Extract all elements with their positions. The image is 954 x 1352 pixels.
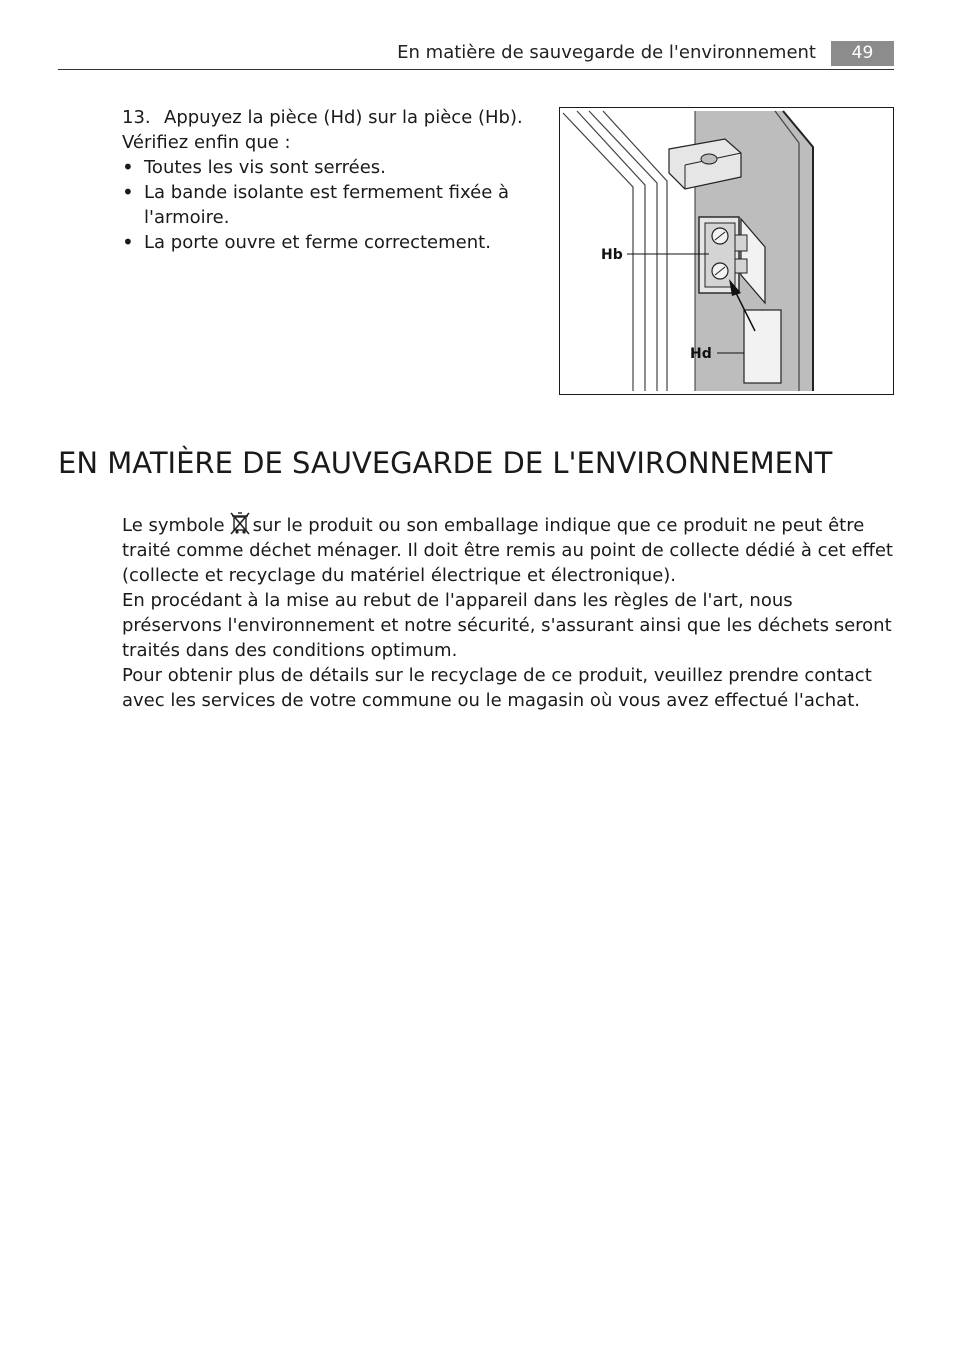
paragraph: En procédant à la mise au rebut de l'appareil dans les règles de l'art, nous préservons l'environnement et notre sécurité, s'assurant ainsi que les déchets seront traités dans des conditions optimum.: [122, 590, 892, 661]
check-intro: Vérifiez enfin que :: [122, 132, 291, 153]
step-number: 13.: [122, 107, 151, 128]
label-hd: Hd: [690, 346, 712, 362]
hinge-illustration: [559, 107, 894, 395]
paragraph-text: sur le produit ou son emballage indique que ce produit ne peut être traité comme déchet ménager. Il doit être remis au point de collecte dédié à cet effet (collecte et recyclage du matériel électrique et électronique).: [122, 515, 893, 586]
paragraph: Pour obtenir plus de détails sur le recyclage de ce produit, veuillez prendre contact avec les services de votre commune ou le magasin où vous avez effectué l'achat.: [122, 665, 872, 711]
step-instructions: [122, 105, 542, 255]
check-item: • La porte ouvre et ferme correctement.: [122, 230, 542, 255]
paragraph: [122, 511, 898, 588]
running-header-title: En matière de sauvegarde de l'environnement: [397, 42, 816, 63]
check-list: [122, 155, 542, 255]
header-rule: [58, 69, 894, 70]
check-item: • La bande isolante est fermement fixée à l'armoire.: [122, 180, 542, 230]
check-item: • Toutes les vis sont serrées.: [122, 155, 542, 180]
section-heading: EN MATIÈRE DE SAUVEGARDE DE L'ENVIRONNEMENT: [58, 446, 833, 480]
page-number-badge: 49: [831, 41, 894, 66]
section-body: [122, 511, 898, 713]
label-hb: Hb: [601, 247, 623, 263]
symbol-intro: Le symbole: [122, 515, 225, 536]
step-instruction: Appuyez la pièce (Hd) sur la pièce (Hb).: [164, 107, 523, 128]
crossed-out-wheelie-bin-icon: [229, 511, 251, 535]
hinge-drawing: [559, 107, 894, 395]
step-line: [122, 105, 542, 130]
